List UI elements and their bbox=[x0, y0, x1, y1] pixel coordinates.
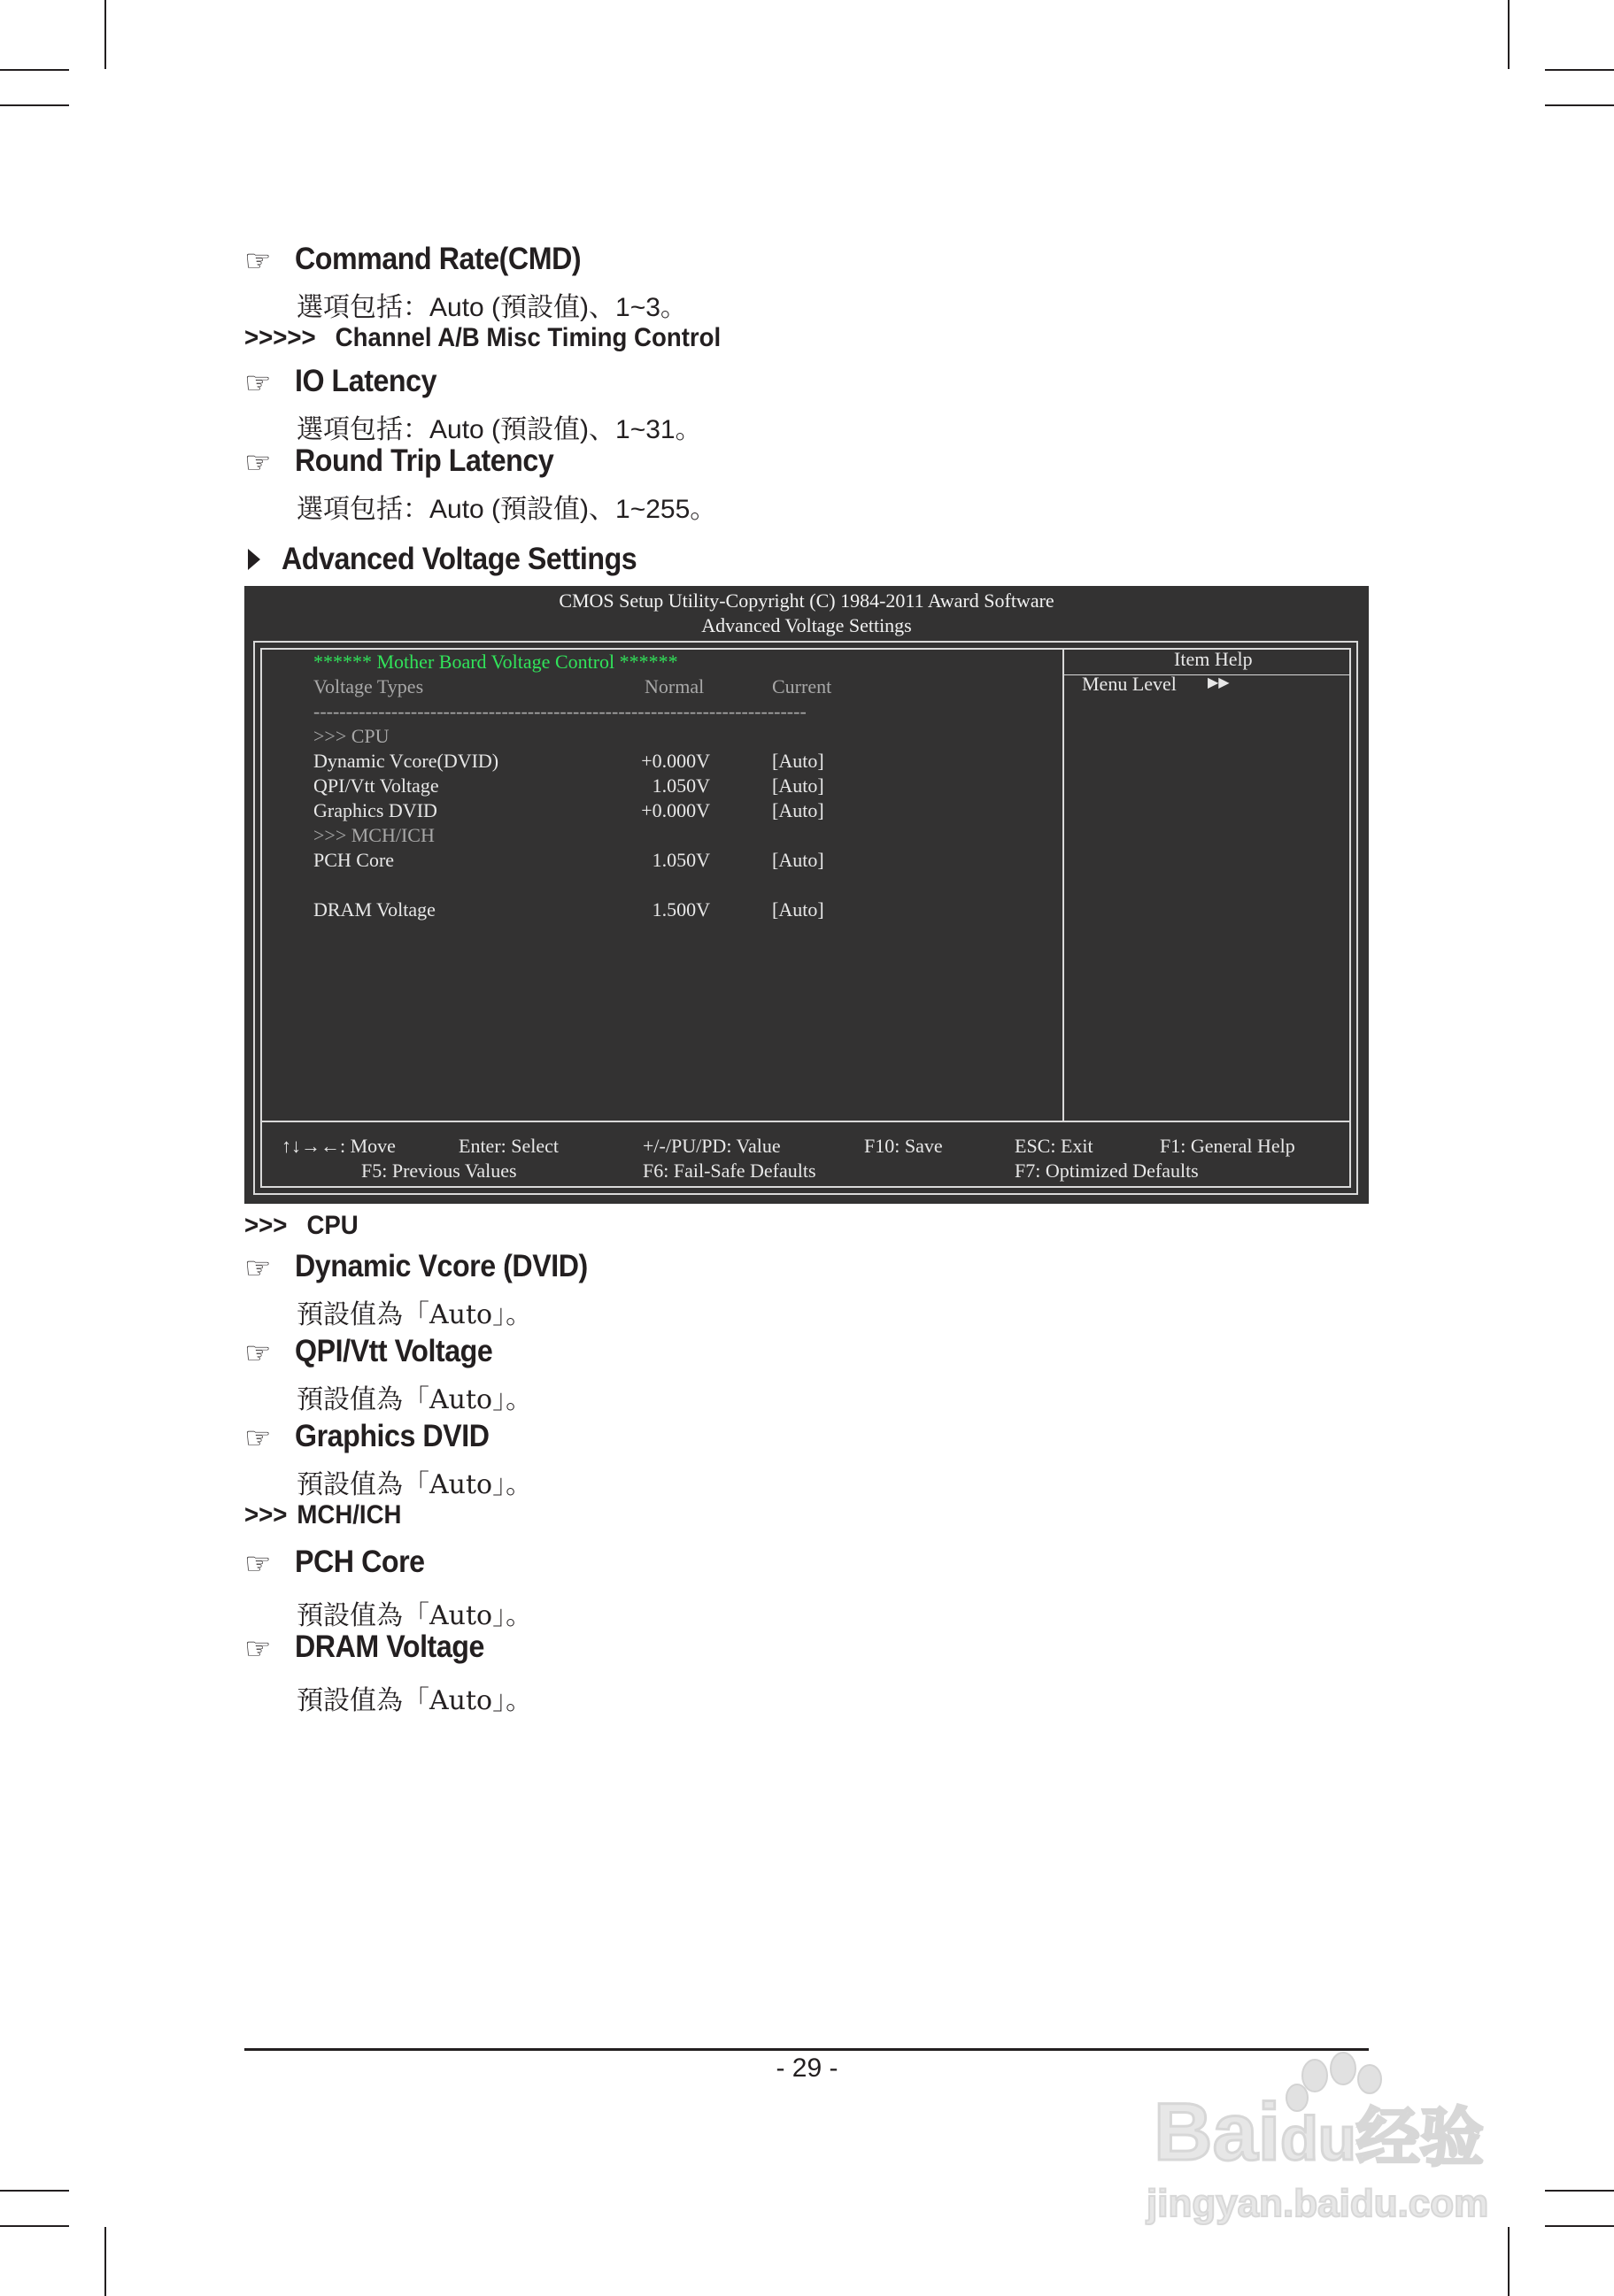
section-title: DRAM Voltage bbox=[295, 1630, 484, 1664]
bios-setting-name[interactable]: QPI/Vtt Voltage bbox=[313, 774, 439, 797]
bios-key-value: +/-/PU/PD: Value bbox=[643, 1135, 781, 1157]
bios-group-cpu: >>> CPU bbox=[313, 725, 390, 747]
pointing-hand-icon: ☞ bbox=[244, 1337, 272, 1370]
pointing-hand-icon: ☞ bbox=[244, 1632, 272, 1666]
crop-mark bbox=[1545, 2225, 1614, 2227]
crop-mark bbox=[0, 69, 69, 71]
submenu-label: MCH/ICH bbox=[297, 1500, 402, 1529]
section-title: Round Trip Latency bbox=[295, 443, 554, 478]
watermark-brand-bai: Bai bbox=[1154, 2087, 1281, 2177]
page-number: - 29 - bbox=[776, 2053, 838, 2083]
bios-setting-current[interactable]: [Auto] bbox=[772, 774, 824, 797]
section-description: 預設值為「Auto」。 bbox=[297, 1469, 533, 1500]
bios-key-f10: F10: Save bbox=[864, 1135, 943, 1157]
pointing-hand-icon: ☞ bbox=[244, 1547, 272, 1581]
bios-setting-current[interactable]: [Auto] bbox=[772, 799, 824, 821]
submenu-heading bbox=[244, 323, 721, 353]
bios-setting-normal: 1.050V bbox=[652, 774, 710, 797]
crop-mark bbox=[1545, 2190, 1614, 2192]
description-value: Auto (預設值)、1~31。 bbox=[429, 415, 702, 444]
section-title: QPI/Vtt Voltage bbox=[295, 1334, 493, 1368]
submenu-label: CPU bbox=[306, 1211, 359, 1240]
bios-setting-name[interactable]: PCH Core bbox=[313, 849, 395, 871]
crop-mark bbox=[1508, 0, 1510, 69]
description-prefix: 選項包括： bbox=[297, 414, 429, 445]
bios-column-current: Current bbox=[772, 675, 832, 697]
bios-screenshot bbox=[244, 586, 1369, 1204]
description-value: Auto (預設值)、1~255。 bbox=[429, 495, 717, 524]
pointing-hand-icon: ☞ bbox=[244, 1422, 272, 1455]
bios-key-f5: F5: Previous Values bbox=[361, 1160, 517, 1182]
baidu-watermark bbox=[1138, 2049, 1518, 2235]
bios-setting-normal: 1.050V bbox=[652, 849, 710, 871]
section-description bbox=[297, 407, 702, 446]
section-description: 預設值為「Auto」。 bbox=[297, 1685, 533, 1716]
section-description: 預設值為「Auto」。 bbox=[297, 1299, 533, 1330]
bios-column-types: Voltage Types bbox=[313, 675, 424, 697]
section-title: PCH Core bbox=[295, 1545, 425, 1579]
submenu-heading bbox=[244, 1211, 359, 1241]
bios-menu-level: Menu Level bbox=[1082, 673, 1177, 695]
section-title: Graphics DVID bbox=[295, 1419, 490, 1453]
submenu-arrows: >>>>> bbox=[244, 323, 316, 352]
watermark-url: jingyan.baidu.com bbox=[1147, 2182, 1489, 2225]
watermark-cjk: 经验 bbox=[1355, 2103, 1484, 2174]
bios-key-move: ↑↓→←: Move bbox=[282, 1135, 396, 1157]
bios-setting-current[interactable]: [Auto] bbox=[772, 849, 824, 871]
bios-divider bbox=[1062, 648, 1064, 1122]
crop-mark bbox=[104, 2227, 106, 2296]
triangle-bullet-icon bbox=[248, 549, 260, 570]
bios-header-title: Advanced Voltage Settings bbox=[701, 614, 912, 636]
pointing-hand-icon: ☞ bbox=[244, 446, 272, 480]
bios-header-copyright: CMOS Setup Utility-Copyright (C) 1984-2011 Award Software bbox=[559, 589, 1054, 612]
section-description: 預設值為「Auto」。 bbox=[297, 1600, 533, 1631]
section-description bbox=[297, 285, 687, 324]
submenu-arrows: >>> bbox=[244, 1211, 288, 1240]
bios-setting-name[interactable]: DRAM Voltage bbox=[313, 898, 436, 921]
section-title: Command Rate(CMD) bbox=[295, 242, 582, 276]
description-prefix: 選項包括： bbox=[297, 292, 429, 323]
section-title: IO Latency bbox=[295, 364, 437, 398]
crop-mark bbox=[1545, 104, 1614, 106]
section-title: Advanced Voltage Settings bbox=[282, 542, 637, 576]
pointing-hand-icon: ☞ bbox=[244, 366, 272, 400]
bios-group-mch: >>> MCH/ICH bbox=[313, 824, 435, 846]
description-prefix: 選項包括： bbox=[297, 494, 429, 525]
bios-setting-current[interactable]: [Auto] bbox=[772, 898, 824, 921]
bios-column-normal: Normal bbox=[645, 675, 705, 697]
bios-setting-current[interactable]: [Auto] bbox=[772, 750, 824, 772]
crop-mark bbox=[0, 2190, 69, 2192]
crop-mark bbox=[1508, 2227, 1510, 2296]
crop-mark bbox=[1545, 69, 1614, 71]
bios-key-esc: ESC: Exit bbox=[1015, 1135, 1093, 1157]
pointing-hand-icon: ☞ bbox=[244, 244, 272, 278]
bios-separator: ---------------------------------------------------------------------------- bbox=[313, 700, 807, 722]
section-description bbox=[297, 487, 716, 526]
section-title: Dynamic Vcore (DVID) bbox=[295, 1249, 588, 1283]
submenu-arrows: >>> bbox=[244, 1500, 288, 1529]
watermark-brand bbox=[1154, 2086, 1484, 2179]
bios-setting-normal: +0.000V bbox=[641, 799, 710, 821]
menu-level-arrows-icon: ▶▶ bbox=[1208, 675, 1230, 690]
section-description: 預設值為「Auto」。 bbox=[297, 1384, 533, 1415]
watermark-brand-du: du bbox=[1280, 2104, 1356, 2173]
bios-setting-normal: 1.500V bbox=[652, 898, 710, 921]
bios-group-title: ****** Mother Board Voltage Control ****** bbox=[313, 651, 678, 673]
pointing-hand-icon: ☞ bbox=[244, 1252, 272, 1285]
bios-divider bbox=[260, 1121, 1351, 1122]
crop-mark bbox=[104, 0, 106, 69]
crop-mark bbox=[0, 104, 69, 106]
submenu-label: Channel A/B Misc Timing Control bbox=[335, 323, 722, 352]
description-value: Auto (預設值)、1~3。 bbox=[429, 293, 687, 322]
bios-item-help: Item Help bbox=[1174, 648, 1253, 670]
bios-key-f6: F6: Fail-Safe Defaults bbox=[643, 1160, 816, 1182]
crop-mark bbox=[0, 2225, 69, 2227]
bios-key-f7: F7: Optimized Defaults bbox=[1015, 1160, 1199, 1182]
bios-setting-name[interactable]: Graphics DVID bbox=[313, 799, 437, 821]
bios-key-enter: Enter: Select bbox=[459, 1135, 560, 1157]
bios-setting-name[interactable]: Dynamic Vcore(DVID) bbox=[313, 750, 499, 772]
bios-key-f1: F1: General Help bbox=[1160, 1135, 1295, 1157]
submenu-heading bbox=[244, 1500, 401, 1530]
bios-setting-normal: +0.000V bbox=[641, 750, 710, 772]
